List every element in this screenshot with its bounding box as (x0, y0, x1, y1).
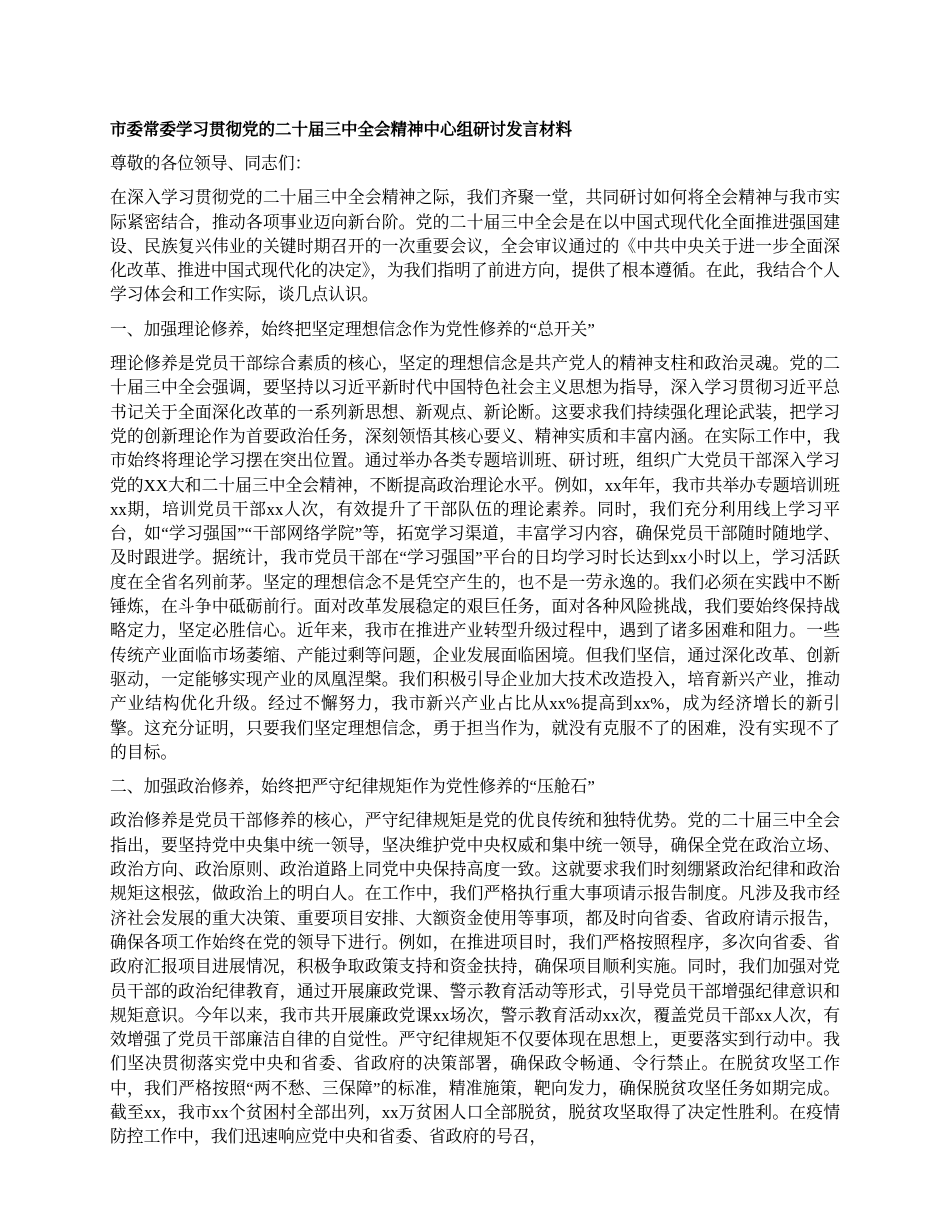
section-heading-one: 一、加强理论修养，始终把坚定理想信念作为党性修养的“总开关” (110, 319, 595, 339)
section-two-body: 政治修养是党员干部修养的核心，严守纪律规矩是党的优良传统和独特优势。党的二十届三中全会指出，要坚持党中央集中统一领导，坚决维护党中央权威和集中统一领导，确保全党在政治立场、政治方向、政治原则、政治道路上同党中央保持高度一致。这就要求我们时刻绷紧政治纪律和政治规矩这根弦，做政治上的明白人。在工作中，我们严格执行重大事项请示报告制度。凡涉及我市经济社会发展的重大决策、重要项目安排、大额资金使用等事项，都及时向省委、省政府请示报告，确保各项工作始终在党的领导下进行。例如，在推进项目时，我们严格按照程序，多次向省委、省政府汇报项目进展情况，积极争取政策支持和资金扶持，确保项目顺利实施。同时，我们加强对党员干部的政治纪律教育，通过开展廉政党课、警示教育活动等形式，引导党员干部增强纪律意识和规矩意识。今年以来，我市共开展廉政党课xx场次，警示教育活动xx次，覆盖党员干部xx人次，有效增强了党员干部廉洁自律的自觉性。严守纪律规矩不仅要体现在思想上，更要落实到行动中。我们坚决贯彻落实党中央和省委、省政府的决策部署，确保政令畅通、令行禁止。在脱贫攻坚工作中，我们严格按照“两不愁、三保障”的标准，精准施策，靶向发力，确保脱贫攻坚任务如期完成。截至xx，我市xx个贫困村全部出列，xx万贫困人口全部脱贫，脱贫攻坚取得了决定性胜利。在疫情防控工作中，我们迅速响应党中央和省委、省政府的号召， (110, 811, 840, 1147)
section-heading-two: 二、加强政治修养，始终把严守纪律规矩作为党性修养的“压舱石” (110, 777, 595, 797)
salutation-line: 尊敬的各位领导、同志们： (110, 154, 312, 173)
document-content (110, 118, 840, 1150)
page-title: 市委常委学习贯彻党的二十届三中全会精神中心组研讨发言材料 (110, 120, 572, 139)
section-one-body: 理论修养是党员干部综合素质的核心，坚定的理想信念是共产党人的精神支柱和政治灵魂。党的二十届三中全会强调，要坚持以习近平新时代中国特色社会主义思想为指导，深入学习贯彻习近平总书记关于全面深化改革的一系列新思想、新观点、新论断。这要求我们持续强化理论武装，把学习党的创新理论作为首要政治任务，深刻领悟其核心要义、精神实质和丰富内涵。在实际工作中，我市始终将理论学习摆在突出位置。通过举办各类专题培训班、研讨班，组织广大党员干部深入学习党的XX大和二十届三中全会精神，不断提高政治理论水平。例如，xx年年，我市共举办专题培训班xx期，培训党员干部xx人次，有效提升了干部队伍的理论素养。同时，我们充分利用线上学习平台，如“学习强国”“干部网络学院”等，拓宽学习渠道，丰富学习内容，确保党员干部随时随地学、及时跟进学。据统计，我市党员干部在“学习强国”平台的日均学习时长达到xx小时以上，学习活跃度在全省名列前茅。坚定的理想信念不是凭空产生的，也不是一劳永逸的。我们必须在实践中不断锤炼，在斗争中砥砺前行。面对改革发展稳定的艰巨任务，面对各种风险挑战，我们要始终保持战略定力，坚定必胜信心。近年来，我市在推进产业转型升级过程中，遇到了诸多困难和阻力。一些传统产业面临市场萎缩、产能过剩等问题，企业发展面临困境。但我们坚信，通过深化改革、创新驱动，一定能够实现产业的凤凰涅槃。我们积极引导企业加大技术改造投入，培育新兴产业，推动产业结构优化升级。经过不懈努力，我市新兴产业占比从xx%提高到xx%，成为经济增长的新引擎。这充分证明，只要我们坚定理想信念，勇于担当作为，就没有克服不了的困难，没有实现不了的目标。 (110, 354, 840, 762)
intro-paragraph: 在深入学习贯彻党的二十届三中全会精神之际，我们齐聚一堂，共同研讨如何将全会精神与我市实际紧密结合，推动各项事业迈向新台阶。党的二十届三中全会是在以中国式现代化全面推进强国建设、民族复兴伟业的关键时期召开的一次重要会议，全会审议通过的《中共中央关于进一步全面深化改革、推进中国式现代化的决定》，为我们指明了前进方向，提供了根本遵循。在此，我结合个人学习体会和工作实际，谈几点认识。 (110, 188, 840, 305)
